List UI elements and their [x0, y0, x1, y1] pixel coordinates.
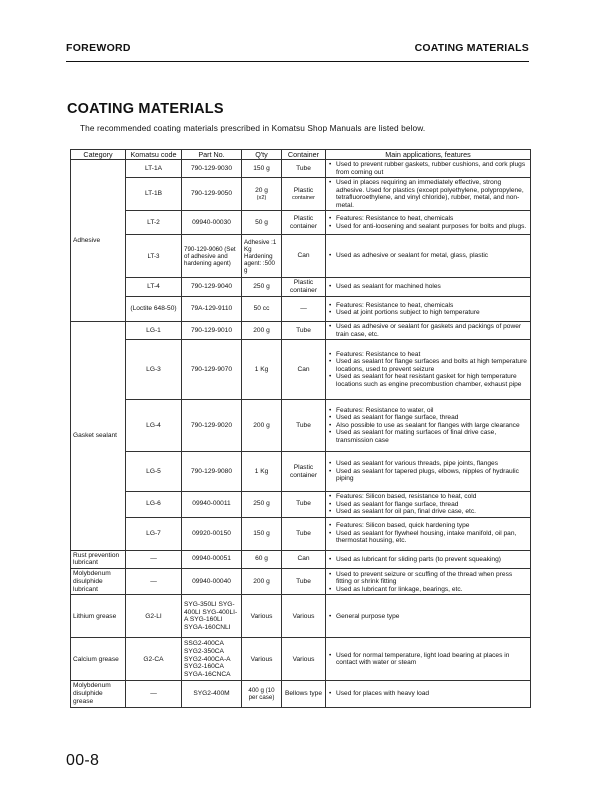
list-item: • Used as sealant for machined holes [328, 283, 528, 291]
applications-cell [326, 681, 531, 707]
container-cell: Plastic container [282, 211, 326, 235]
container-cell: Various [282, 638, 326, 681]
part-cell: 790-129-9030 [182, 160, 242, 178]
col-header-part-no: Part No. [182, 150, 242, 160]
list-item: • Used for anti-loosening and sealant purposes for bolts and plugs. [328, 223, 528, 231]
table-row [71, 235, 531, 278]
table-row [71, 340, 531, 400]
list-item: • Used as sealant for mating surfaces of final drive case, transmission case [328, 429, 528, 444]
list-item: • Used as lubricant for linkage, bearings, etc. [328, 586, 528, 594]
applications-cell [326, 595, 531, 638]
list-item: • Used for normal temperature, light load bearing at places in contact with water or steam [328, 652, 528, 667]
applications-cell [326, 235, 531, 278]
header-topic-label: COATING MATERIALS [414, 42, 529, 54]
list-item: • Used at joint portions subject to high temperature [328, 309, 528, 317]
part-cell: 09940-00030 [182, 211, 242, 235]
category-cell: Rust prevention lubricant [71, 550, 126, 569]
qty-cell: Various [242, 595, 282, 638]
container-cell: Tube [282, 400, 326, 452]
table-row [71, 550, 531, 569]
container-cell: Tube [282, 492, 326, 518]
qty-cell: 150 g [242, 517, 282, 550]
qty-cell: 1 Kg [242, 452, 282, 492]
code-cell: LT-2 [126, 211, 182, 235]
qty-cell: 200 g [242, 322, 282, 340]
code-cell: LT-3 [126, 235, 182, 278]
applications-cell [326, 492, 531, 518]
part-cell: 09940-00040 [182, 569, 242, 595]
applications-cell [326, 517, 531, 550]
applications-cell [326, 452, 531, 492]
qty-cell: 60 g [242, 550, 282, 569]
container-cell: Tube [282, 517, 326, 550]
container-cell: Tube [282, 322, 326, 340]
category-cell: Lithium grease [71, 595, 126, 638]
page-title: COATING MATERIALS [67, 101, 224, 117]
category-cell: Adhesive [71, 160, 126, 322]
container-value: Plastic [293, 187, 314, 195]
part-cell: 79A-129-9110 [182, 297, 242, 322]
code-cell: LG-3 [126, 340, 182, 400]
part-cell: 790-129-9050 [182, 178, 242, 211]
qty-cell: 200 g [242, 400, 282, 452]
header-rule [66, 61, 529, 62]
coating-materials-table [70, 149, 531, 708]
page-number: 00-8 [66, 752, 100, 769]
table-row [71, 178, 531, 211]
code-cell: — [126, 550, 182, 569]
container-cell: Tube [282, 569, 326, 595]
list-item: • Used in places requiring an immediately effective, strong adhesive. Used for plastics (except polyethylene, polypropylene, tetrafluoroethylene, and vinyl chloride), rubber, metal, and non-metal. [328, 179, 528, 209]
code-cell: LT-1B [126, 178, 182, 211]
col-header-applications: Main applications, features [326, 150, 531, 160]
container-cell: Bellows type [282, 681, 326, 707]
code-cell: — [126, 681, 182, 707]
list-item: • Used to prevent seizure or scuffing of the thread when press fitting or shrink fitting [328, 571, 528, 586]
list-item: • Used as lubricant for sliding parts (to prevent squeaking) [328, 556, 528, 564]
qty-cell: 150 g [242, 160, 282, 178]
qty-cell: 1 Kg [242, 340, 282, 400]
container-note: container [291, 194, 315, 201]
container-cell: Can [282, 550, 326, 569]
part-cell: 790-129-9080 [182, 452, 242, 492]
category-cell: Molybdenum disulphide lubricant [71, 569, 126, 595]
list-item: • Used as sealant for flywheel housing, intake manifold, oil pan, thermostat housing, etc. [328, 530, 528, 545]
list-item: • Used as sealant for oil pan, final drive case, etc. [328, 508, 528, 516]
code-cell: LG-4 [126, 400, 182, 452]
applications-cell [326, 178, 531, 211]
table-row [71, 569, 531, 595]
container-cell: Plastic container [282, 452, 326, 492]
part-cell: 09920-00150 [182, 517, 242, 550]
part-cell: 790-129-9010 [182, 322, 242, 340]
applications-cell [326, 400, 531, 452]
part-cell: 790-129-9040 [182, 278, 242, 297]
col-header-code: Komatsu code [126, 150, 182, 160]
applications-cell [326, 340, 531, 400]
qty-note: (x2) [256, 194, 267, 201]
category-cell: Molybdenum disulphide grease [71, 681, 126, 707]
qty-cell: 400 g (10 per case) [242, 681, 282, 707]
table-row [71, 160, 531, 178]
table-row [71, 452, 531, 492]
container-cell: Can [282, 235, 326, 278]
part-cell: SYG-350LI SYG-400LI SYG-400LI-A SYG-160LI SYGA-160CNLI [182, 595, 242, 638]
qty-cell: 200 g [242, 569, 282, 595]
list-item: • Used as sealant for flange surface, thread [328, 414, 528, 422]
qty-cell: Various [242, 638, 282, 681]
code-cell: (Loctite 648-50) [126, 297, 182, 322]
list-item: • Used as adhesive or sealant for metal, glass, plastic [328, 252, 528, 260]
container-cell: Plastic container [282, 278, 326, 297]
list-item: • Also possible to use as sealant for flanges with large clearance [328, 422, 528, 430]
table-header-row [71, 150, 531, 160]
part-cell: SSG2-400CA SYG2-350CA SYG2-400CA-A SYG2-160CA SYGA-16CNCA [182, 638, 242, 681]
applications-cell [326, 569, 531, 595]
applications-cell [326, 160, 531, 178]
code-cell: — [126, 569, 182, 595]
category-cell: Gasket sealant [71, 322, 126, 551]
list-item: • Features: Silicon based, quick hardening type [328, 522, 528, 530]
col-header-category: Category [71, 150, 126, 160]
applications-cell [326, 297, 531, 322]
qty-value: 20 g [255, 187, 268, 195]
part-cell: SYG2-400M [182, 681, 242, 707]
qty-cell: 250 g [242, 492, 282, 518]
list-item: • Used as adhesive or sealant for gaskets and packings of power train case, etc. [328, 323, 528, 338]
code-cell: LG-1 [126, 322, 182, 340]
table-row [71, 211, 531, 235]
table-row [71, 517, 531, 550]
qty-cell: 50 g [242, 211, 282, 235]
container-cell: Tube [282, 160, 326, 178]
table-row [71, 278, 531, 297]
table-row [71, 297, 531, 322]
list-item: • General purpose type [328, 613, 528, 621]
applications-cell [326, 211, 531, 235]
list-item: • Features: Silicon based, resistance to heat, cold [328, 493, 528, 501]
list-item: • Used as sealant for heat resistant gasket for high temperature locations such as engine precombustion chamber, exhaust pipe [328, 373, 528, 388]
list-item: • Used as sealant for flange surface, thread [328, 501, 528, 509]
list-item: • Features: Resistance to water, oil [328, 407, 528, 415]
header-section-label: FOREWORD [66, 42, 131, 54]
container-cell: Various [282, 595, 326, 638]
applications-cell [326, 550, 531, 569]
container-cell [282, 178, 326, 211]
intro-text: The recommended coating materials prescribed in Komatsu Shop Manuals are listed below. [80, 123, 426, 133]
container-cell: — [282, 297, 326, 322]
category-cell: Calcium grease [71, 638, 126, 681]
col-header-qty: Q'ty [242, 150, 282, 160]
list-item: • Used for places with heavy load [328, 690, 528, 698]
part-cell: 09940-00051 [182, 550, 242, 569]
code-cell: G2-LI [126, 595, 182, 638]
list-item: • Features: Resistance to heat [328, 351, 528, 359]
part-cell: 790-129-9070 [182, 340, 242, 400]
list-item: • Features: Resistance to heat, chemicals [328, 302, 528, 310]
list-item: • Used to prevent rubber gaskets, rubber cushions, and cork plugs from coming out [328, 161, 528, 176]
applications-cell [326, 638, 531, 681]
list-item: • Features: Resistance to heat, chemicals [328, 215, 528, 223]
code-cell: LT-1A [126, 160, 182, 178]
table-row [71, 595, 531, 638]
applications-cell [326, 278, 531, 297]
col-header-container: Container [282, 150, 326, 160]
list-item: • Used as sealant for flange surfaces and bolts at high temperature locations, used to prevent seizure [328, 358, 528, 373]
code-cell: LT-4 [126, 278, 182, 297]
list-item: • Used as sealant for tapered plugs, elbows, nipples of hydraulic piping [328, 468, 528, 483]
container-cell: Can [282, 340, 326, 400]
qty-cell: 50 cc [242, 297, 282, 322]
table-row [71, 400, 531, 452]
qty-cell [242, 178, 282, 211]
part-cell: 09940-00011 [182, 492, 242, 518]
page-header [66, 42, 529, 58]
code-cell: LG-5 [126, 452, 182, 492]
table-row [71, 638, 531, 681]
part-cell: 790-129-9020 [182, 400, 242, 452]
list-item: • Used as sealant for various threads, pipe joints, flanges [328, 460, 528, 468]
table-row [71, 681, 531, 707]
qty-cell: Adhesive :1 Kg Hardening agent: :500 g [242, 235, 282, 278]
code-cell: LG-6 [126, 492, 182, 518]
part-cell: 790-129-9060 (Set of adhesive and hardening agent) [182, 235, 242, 278]
applications-cell [326, 322, 531, 340]
code-cell: LG-7 [126, 517, 182, 550]
qty-cell: 250 g [242, 278, 282, 297]
table-row [71, 492, 531, 518]
table-row [71, 322, 531, 340]
code-cell: G2-CA [126, 638, 182, 681]
